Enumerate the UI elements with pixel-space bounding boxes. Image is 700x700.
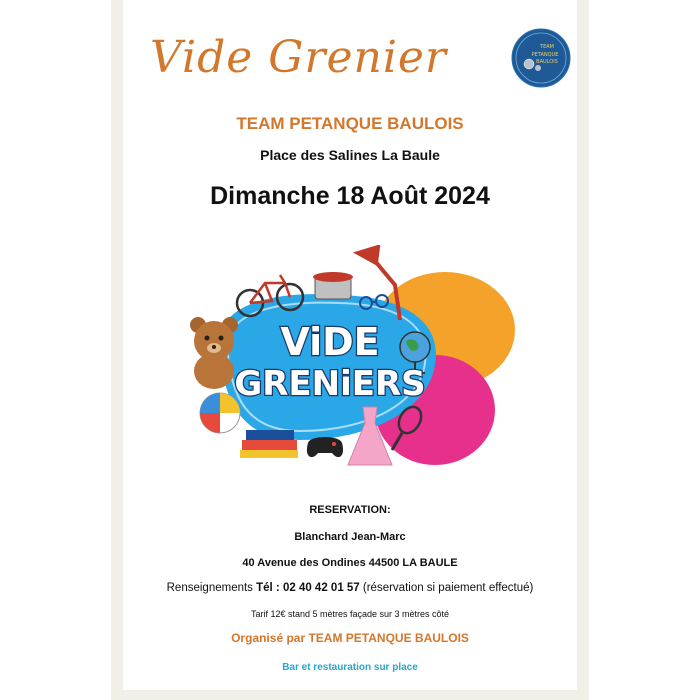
contact-name: Blanchard Jean-Marc <box>294 531 406 543</box>
team-logo <box>511 28 571 88</box>
illustration-text-greniers: GRENiERS <box>234 364 426 404</box>
team-name-heading: TEAM PETANQUE BAULOIS <box>236 114 464 133</box>
organised-by: Organisé par TEAM PETANQUE BAULOIS <box>231 631 469 645</box>
vide-greniers-illustration <box>180 245 520 480</box>
illustration-text-vide: ViDE <box>280 320 380 364</box>
reservation-label: RESERVATION: <box>309 504 391 516</box>
venue-text: Place des Salines La Baule <box>260 147 440 163</box>
page-edge-right <box>577 0 589 700</box>
logo-text-baulois: BAULOIS <box>536 59 558 65</box>
info-phone-line <box>123 582 577 594</box>
phone-note: (réservation si paiement effectué) <box>359 582 534 594</box>
bar-restauration: Bar et restauration sur place <box>282 662 418 673</box>
poster-title: Vide Grenier <box>150 32 447 83</box>
info-prefix: Renseignements <box>166 582 257 594</box>
page-edge-left <box>111 0 123 700</box>
contact-address: 40 Avenue des Ondines 44500 LA BAULE <box>242 557 458 569</box>
game-controller-icon <box>307 437 343 457</box>
cooking-pot-icon <box>313 272 353 299</box>
books-icon <box>240 430 298 458</box>
logo-text-petanque: PETANQUE <box>531 52 559 58</box>
logo-text-team: TEAM <box>540 44 554 50</box>
phone-number: Tél : 02 40 42 01 57 <box>256 582 360 594</box>
tarif-text: Tarif 12€ stand 5 mètres façade sur 3 mètres côté <box>250 609 450 619</box>
event-date: Dimanche 18 Août 2024 <box>210 182 490 210</box>
page-edge-bottom <box>123 690 577 700</box>
